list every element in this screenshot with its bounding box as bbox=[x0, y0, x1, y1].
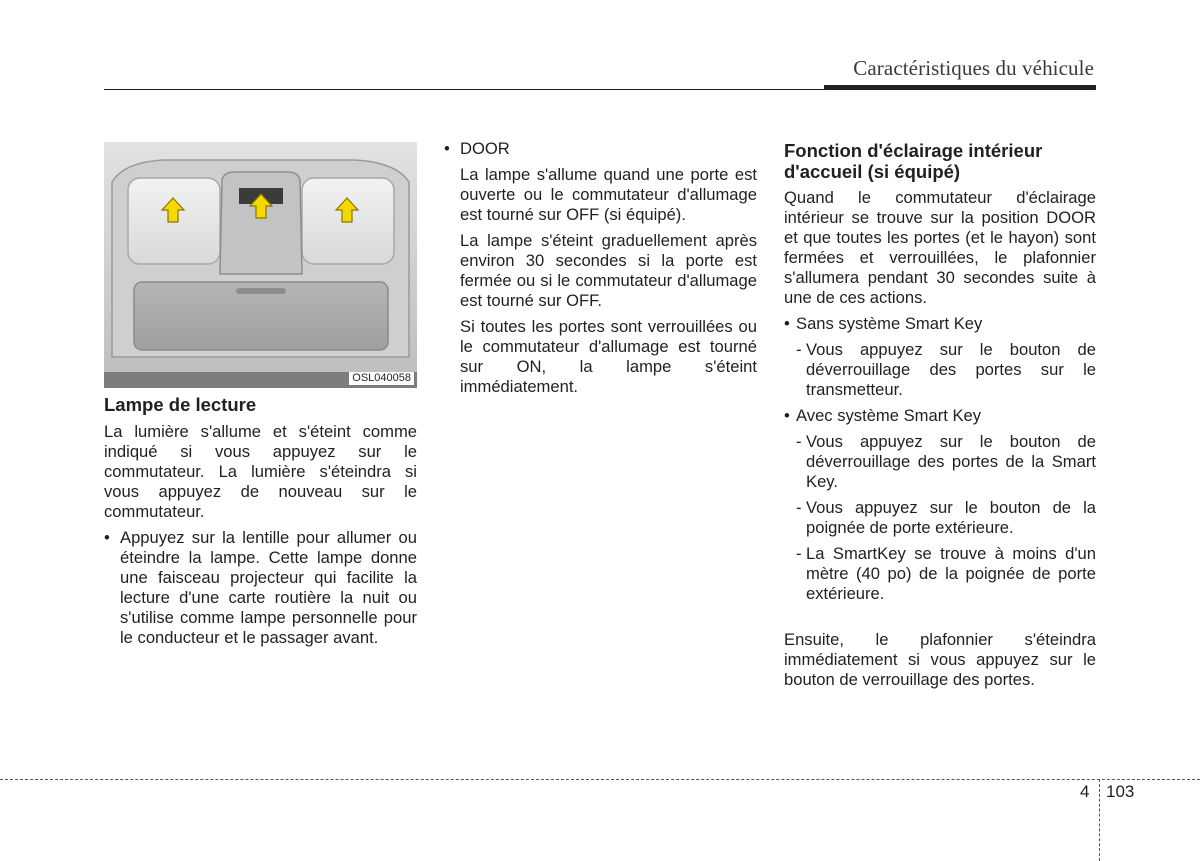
list-item bbox=[784, 406, 1096, 426]
column-right bbox=[784, 140, 1096, 690]
list-item bbox=[784, 314, 1096, 334]
dash-icon: - bbox=[796, 432, 802, 451]
footer-divider bbox=[1099, 779, 1100, 861]
column-middle bbox=[444, 139, 757, 397]
bullet-icon: • bbox=[444, 139, 450, 158]
dash-icon: - bbox=[796, 498, 802, 517]
sub-list-item bbox=[784, 340, 1096, 400]
section-title: Caractéristiques du véhicule bbox=[853, 56, 1094, 80]
paragraph: Ensuite, le plafonnier s'éteindra immédiatement si vous appuyez sur le bouton de verrouillage des portes. bbox=[784, 630, 1096, 689]
section-heading: Fonction d'éclairage intérieur d'accueil (si équipé) bbox=[784, 140, 1043, 182]
paragraph: La lampe s'allume quand une porte est ouverte ou le commutateur d'allumage est tourné sur OFF (si équipé). bbox=[460, 165, 757, 224]
column-left bbox=[104, 142, 417, 648]
bullet-icon: • bbox=[104, 528, 110, 547]
list-item bbox=[444, 139, 757, 159]
page-number: 103 bbox=[1106, 782, 1135, 801]
sub-list-item bbox=[784, 432, 1096, 492]
sub-list-item bbox=[784, 544, 1096, 604]
bullet-icon: • bbox=[784, 406, 790, 425]
figure-code: OSL040058 bbox=[349, 372, 414, 385]
sub-list-item bbox=[784, 498, 1096, 538]
section-heading: Lampe de lecture bbox=[104, 394, 257, 415]
sub-list-item-text: La SmartKey se trouve à moins d'un mètre (40 po) de la poignée de porte extérieure. bbox=[806, 544, 1096, 603]
chapter-number: 4 bbox=[1080, 782, 1090, 801]
dash-icon: - bbox=[796, 340, 802, 359]
paragraph: Si toutes les portes sont verrouillées ou le commutateur d'allumage est tourné sur ON, la lampe s'éteint immédiatement. bbox=[460, 317, 757, 396]
overhead-console-drawing bbox=[104, 142, 417, 388]
paragraph: La lampe s'éteint graduellement après environ 30 secondes si la porte est fermée ou si le commutateur d'allumage est tourné sur OFF. bbox=[460, 231, 757, 310]
list-item-text: Sans système Smart Key bbox=[796, 314, 983, 333]
list-item bbox=[104, 528, 417, 648]
overhead-console-illustration bbox=[104, 142, 417, 388]
paragraph: La lumière s'allume et s'éteint comme indiqué si vous appuyez sur le commutateur. La lumière s'éteindra si vous appuyez de nouveau sur le commutateur. bbox=[104, 422, 417, 521]
list-item-text: Avec système Smart Key bbox=[796, 406, 982, 425]
header-rule-accent bbox=[824, 85, 1096, 90]
footer-rule bbox=[0, 779, 1200, 780]
sub-list-item-text: Vous appuyez sur le bouton de déverrouillage des portes sur le transmetteur. bbox=[806, 340, 1096, 399]
dash-icon: - bbox=[796, 544, 802, 563]
list-item-label: DOOR bbox=[460, 139, 510, 158]
paragraph: Quand le commutateur d'éclairage intérieur se trouve sur la position DOOR et que toutes les portes (et le hayon) sont fermées et verrouillées, le plafonnier s'allumera pendant 30 secondes suite à une de ces actions. bbox=[784, 188, 1096, 307]
sub-list-item-text: Vous appuyez sur le bouton de déverrouillage des portes de la Smart Key. bbox=[806, 432, 1096, 491]
sub-list-item-text: Vous appuyez sur le bouton de la poignée de porte extérieure. bbox=[806, 498, 1096, 537]
list-item-text: Appuyez sur la lentille pour allumer ou éteindre la lampe. Cette lampe donne une faisceau projecteur qui facilite la lecture d'une carte routière la nuit ou s'utilise comme lampe personnelle pour le conducteur et le passager avant. bbox=[120, 528, 417, 647]
bullet-icon: • bbox=[784, 314, 790, 333]
